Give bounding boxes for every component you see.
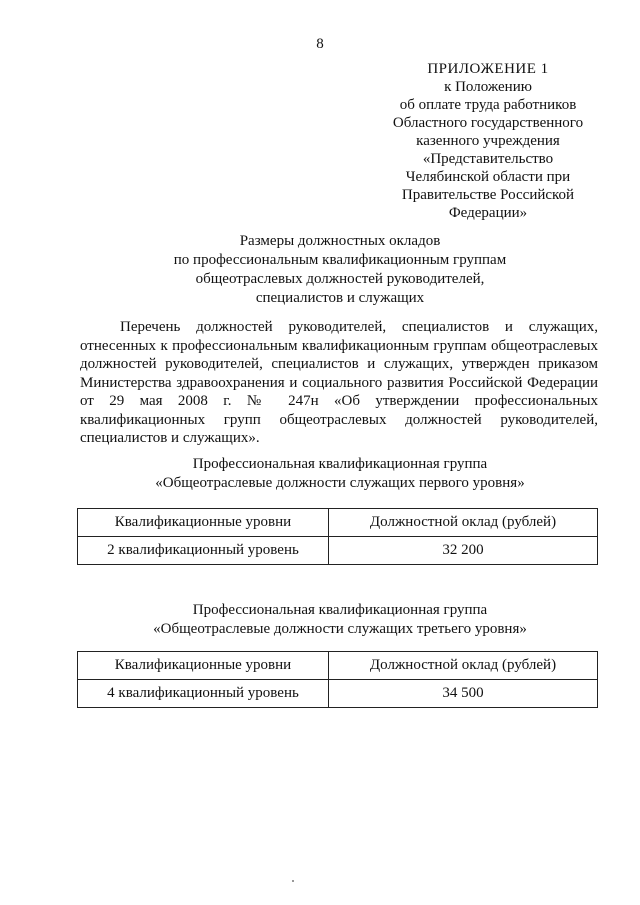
table-row bbox=[78, 537, 598, 565]
table-header-row bbox=[78, 509, 598, 537]
appendix-line: казенного учреждения bbox=[416, 133, 560, 149]
table-row bbox=[78, 680, 598, 708]
document-title bbox=[140, 232, 540, 308]
intro-paragraph: Перечень должностей руководителей, специалистов и служащих, отнесенных к профессиональным квалификационным группам общеотраслевых должностей руководителей, специалистов и служащих, утвержден приказом Министерства здравоохранения и социального развития Российской Федерации от 29 мая 2008 г. № 247н «Об утверждении профессиональных квалификационных групп общеотраслевых должностей руководителей, специалистов и служащих». bbox=[80, 319, 598, 446]
group-heading-line: «Общеотраслевые должности служащих первого уровня» bbox=[155, 475, 525, 491]
group-heading-line: Профессиональная квалификационная группа bbox=[192, 456, 488, 472]
table-header-row bbox=[78, 652, 598, 680]
appendix-title: ПРИЛОЖЕНИЕ 1 bbox=[427, 61, 549, 77]
document-title-line: общеотраслевых должностей руководителей, bbox=[195, 271, 485, 287]
document-title-line: по профессиональным квалификационным группам bbox=[173, 252, 507, 268]
column-header-salary: Должностной оклад (рублей) bbox=[329, 652, 598, 680]
scan-speck bbox=[292, 880, 294, 882]
cell-salary: 34 500 bbox=[329, 680, 598, 708]
cell-salary: 32 200 bbox=[329, 537, 598, 565]
appendix-block bbox=[388, 60, 588, 222]
appendix-line: «Представительство bbox=[422, 151, 554, 167]
group-heading-third-level bbox=[90, 601, 590, 639]
appendix-line: Челябинской области при bbox=[405, 169, 571, 185]
salary-table-first-level bbox=[77, 508, 598, 565]
document-title-line: Размеры должностных окладов bbox=[239, 233, 441, 249]
appendix-line: Областного государственного bbox=[392, 115, 584, 131]
salary-table-third-level bbox=[77, 651, 598, 708]
appendix-line: Федерации» bbox=[448, 205, 528, 221]
group-heading-line: «Общеотраслевые должности служащих третьего уровня» bbox=[153, 621, 527, 637]
appendix-line: об оплате труда работников bbox=[399, 97, 577, 113]
cell-level: 2 квалификационный уровень bbox=[78, 537, 329, 565]
column-header-level: Квалификационные уровни bbox=[78, 652, 329, 680]
document-title-line: специалистов и служащих bbox=[255, 290, 425, 306]
appendix-line: к Положению bbox=[444, 79, 532, 95]
page-number: 8 bbox=[316, 36, 324, 52]
cell-level: 4 квалификационный уровень bbox=[78, 680, 329, 708]
column-header-level: Квалификационные уровни bbox=[78, 509, 329, 537]
group-heading-first-level bbox=[90, 455, 590, 493]
group-heading-line: Профессиональная квалификационная группа bbox=[192, 602, 488, 618]
column-header-salary: Должностной оклад (рублей) bbox=[329, 509, 598, 537]
appendix-line: Правительстве Российской bbox=[401, 187, 575, 203]
